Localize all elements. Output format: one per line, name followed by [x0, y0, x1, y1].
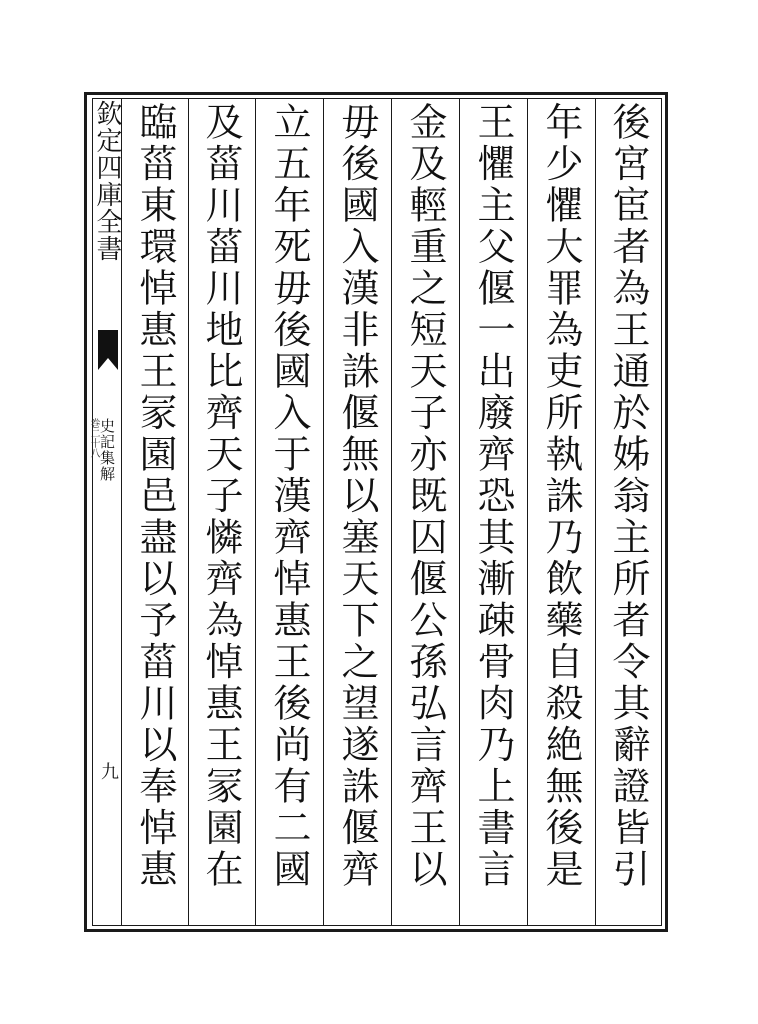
collection-title: 欽定四庫全書	[92, 100, 122, 262]
text-column-4: 金及輕重之短天子亦既囚偃公孫弘言齊王以	[403, 102, 447, 891]
column-rule	[595, 98, 596, 926]
text-column-1: 後宮宦者為王通於姊翁主所者令其辭證皆引	[606, 102, 650, 891]
text-column-6: 立五年死毋後國入于漢齊悼惠王後尚有二國	[267, 102, 311, 891]
section-label: 巻二十八	[88, 418, 99, 458]
text-column-5: 毋後國入漢非誅偃無以塞天下之望遂誅偃齊	[335, 102, 379, 891]
column-rule	[255, 98, 256, 926]
text-column-8: 臨菑東環悼惠王冡園邑盡以予菑川以奉悼惠	[133, 102, 177, 891]
text-column-7: 及菑川菑川地比齊天子憐齊為悼惠王冡園在	[199, 102, 243, 891]
book-title: 史記集解	[98, 418, 116, 482]
text-column-2: 年少懼大罪為吏所執誅乃飲藥自殺絶無後是	[539, 102, 583, 891]
column-rule	[391, 98, 392, 926]
column-rule	[188, 98, 189, 926]
text-column-3: 王懼主父偃一出廢齊恐其漸疎骨肉乃上書言	[471, 102, 515, 891]
column-rule	[527, 98, 528, 926]
page-number: 九	[98, 762, 119, 780]
column-rule	[323, 98, 324, 926]
column-rule	[459, 98, 460, 926]
